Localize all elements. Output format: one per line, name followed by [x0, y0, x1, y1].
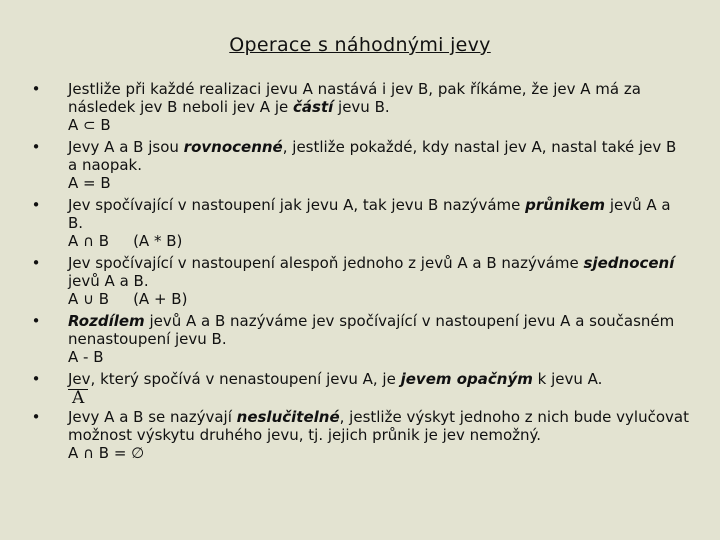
bullet-icon: •	[31, 312, 41, 330]
page-title: Operace s náhodnými jevy	[229, 34, 491, 56]
formula	[30, 348, 690, 370]
item-text: Jev, který spočívá v nenastoupení jevu A, je	[68, 370, 401, 388]
list-item	[30, 312, 690, 348]
formula-expression: A ∩ B = ∅	[68, 444, 145, 462]
item-text: Jev spočívající v nastoupení jak jevu A, tak jevu B nazýváme	[68, 196, 526, 214]
bullet-icon: •	[31, 254, 41, 272]
bullet-icon: •	[31, 80, 41, 98]
formula	[30, 232, 690, 254]
bullet-icon: •	[31, 196, 41, 214]
formula-expression: A ⊂ B	[68, 116, 111, 134]
list-item	[30, 370, 690, 388]
complement-symbol: A	[68, 389, 88, 406]
complement-formula	[30, 388, 690, 408]
bullet-icon: •	[31, 138, 41, 156]
item-term: Rozdílem	[68, 312, 145, 330]
formula-expression: A - B	[68, 348, 104, 366]
list-item	[30, 80, 690, 116]
item-term: částí	[293, 98, 334, 116]
item-term: jevem opačným	[400, 370, 533, 388]
list-item	[30, 254, 690, 290]
item-term: průnikem	[525, 196, 606, 214]
formula	[30, 116, 690, 138]
formula-alt-notation: (A * B)	[133, 232, 183, 250]
formula	[30, 290, 690, 312]
formula-expression: A ∪ B	[68, 290, 110, 308]
formula	[30, 444, 690, 466]
formula-expression: A = B	[68, 174, 111, 192]
formula-expression: A ∩ B	[68, 232, 110, 250]
item-text: jevu B.	[333, 98, 390, 116]
item-text: k jevu A.	[532, 370, 603, 388]
item-text: jevů A a B.	[68, 272, 149, 290]
list-item	[30, 196, 690, 232]
formula	[30, 174, 690, 196]
item-text: jevů A a B nazýváme jev spočívající v nastoupení jevu A a současném nenastoupení jevu B.	[68, 312, 675, 348]
list-item	[30, 408, 690, 444]
list-item	[30, 138, 690, 174]
bullet-icon: •	[31, 370, 41, 388]
item-term: neslučitelné	[236, 408, 340, 426]
item-text: , jestliže pokaždé, kdy nastal jev A, nastal také jev B a naopak.	[68, 138, 677, 174]
item-term: sjednocení	[583, 254, 675, 272]
item-text: , jestliže výskyt jednoho z nich bude vylučovat možnost výskytu druhého jevu, tj. jejich průnik je jev nemožný.	[68, 408, 689, 444]
item-term: rovnocenné	[183, 138, 283, 156]
bullet-icon: •	[31, 408, 41, 426]
definition-list	[30, 80, 690, 466]
item-text: jevů A a B.	[68, 196, 671, 232]
item-text: Jestliže při každé realizaci jevu A nastává i jev B, pak říkáme, že jev A má za následek jev B neboli jev A je	[68, 80, 641, 116]
item-text: Jevy A a B se nazývají	[68, 408, 237, 426]
formula-alt-notation: (A + B)	[133, 290, 188, 308]
item-text: Jev spočívající v nastoupení alespoň jednoho z jevů A a B nazýváme	[68, 254, 584, 272]
item-text: Jevy A a B jsou	[68, 138, 184, 156]
